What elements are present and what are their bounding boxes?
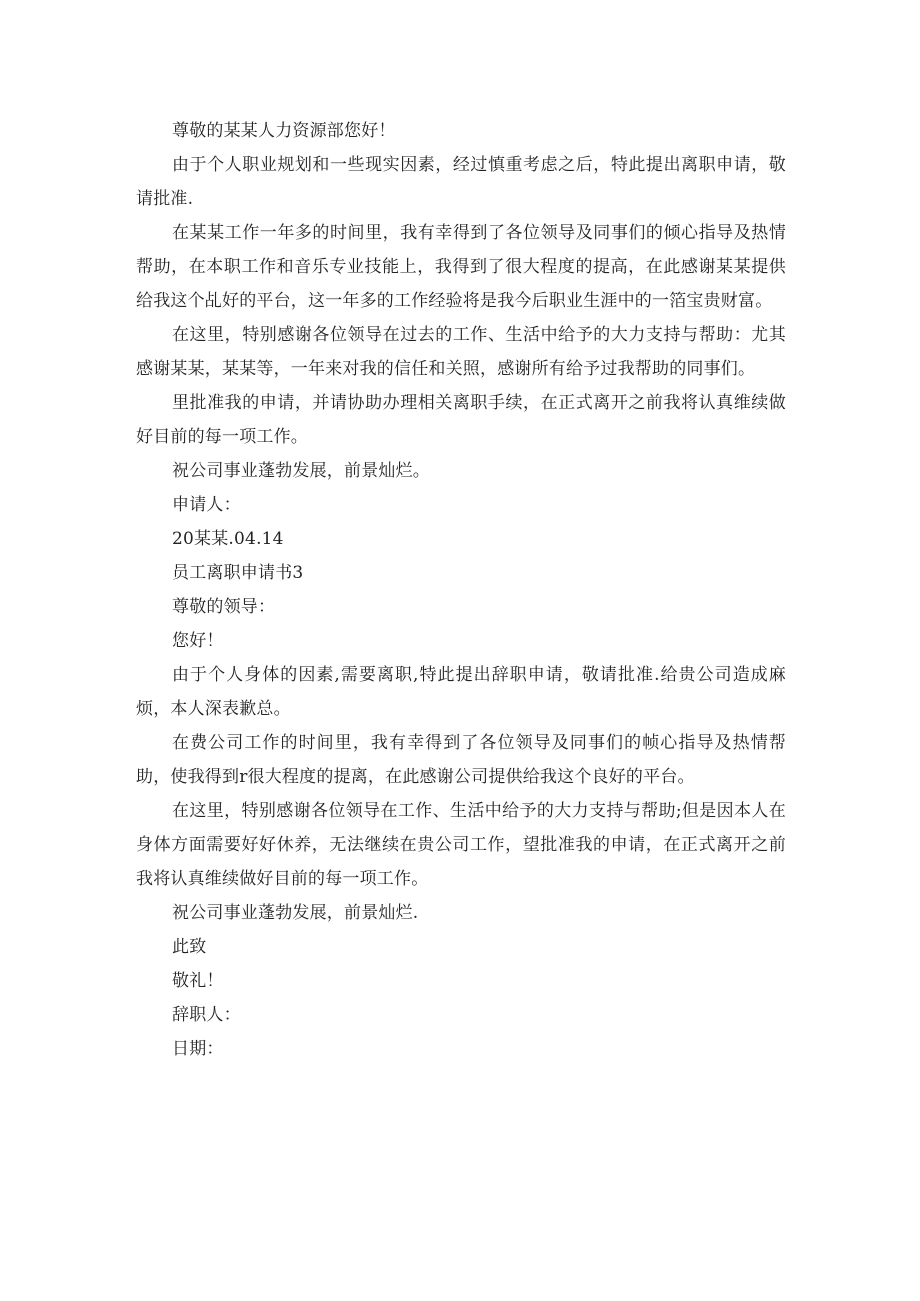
greeting: 您好！ xyxy=(172,631,224,651)
paragraph-wishes: 祝公司事业蓬勃发展，前景灿烂。 xyxy=(172,461,430,481)
letter-body xyxy=(136,114,786,1066)
paragraph-request-approval: 里批准我的申请，并请协助办理相关离职手续，在正式离开之前我将认真维续做好目前的每一项工作。 xyxy=(136,393,786,447)
date-label: 日期： xyxy=(172,1039,224,1059)
paragraph-thanks-leaders-2: 在这里，特别感谢各位领导在工作、生活中给予的大力支持与帮助;但是因本人在身体方面需要好好休养，无法继续在贵公司工作，望批准我的申请，在正式离开之前我将认真维续做好目前的每一项工作。 xyxy=(136,801,786,889)
date-line: 20某某.04.14 xyxy=(172,529,284,549)
salutation-leader: 尊敬的领导： xyxy=(172,597,276,617)
resigner-label: 辞职人： xyxy=(172,1005,241,1025)
applicant-label: 申请人： xyxy=(172,495,241,515)
paragraph-wishes-2: 祝公司事业蓬勃发展，前景灿烂. xyxy=(172,903,419,923)
closing-regards: 此致 xyxy=(172,937,207,957)
closing-salute: 敬礼！ xyxy=(172,971,224,991)
paragraph-health-reason: 由于个人身体的因素,需要离职,特此提出辞职申请，敬请批准.给贵公司造成麻烦，本人深表歉总。 xyxy=(136,665,786,719)
paragraph-gratitude-2: 在费公司工作的时间里，我有幸得到了各位领导及同事们的帧心指导及热情帮助，使我得到r很大程度的提离，在此感谢公司提供给我这个良好的平台。 xyxy=(136,733,786,787)
section-title: 员工离职申请书3 xyxy=(172,563,304,583)
paragraph-resignation-reason: 由于个人职业规划和一些现实因素，经过慎重考虑之后，特此提出离职申请，敬请批准. xyxy=(136,155,786,209)
salutation-hr: 尊敬的某某人力资源部您好！ xyxy=(172,121,396,141)
paragraph-thanks-leaders: 在这里，特别感谢各位领导在过去的工作、生活中给予的大力支持与帮助：尤其感谢某某，某某等，一年来对我的信任和关照，感谢所有给予过我帮助的同事们。 xyxy=(136,325,786,379)
paragraph-gratitude: 在某某工作一年多的时间里，我有幸得到了各位领导及同事们的倾心指导及热情帮助，在本职工作和音乐专业技能上，我得到了很大程度的提高，在此感谢某某提供给我这个乩好的平台，这一年多的工作经验将是我今后职业生涯中的一箔宝贵财富。 xyxy=(136,223,786,311)
